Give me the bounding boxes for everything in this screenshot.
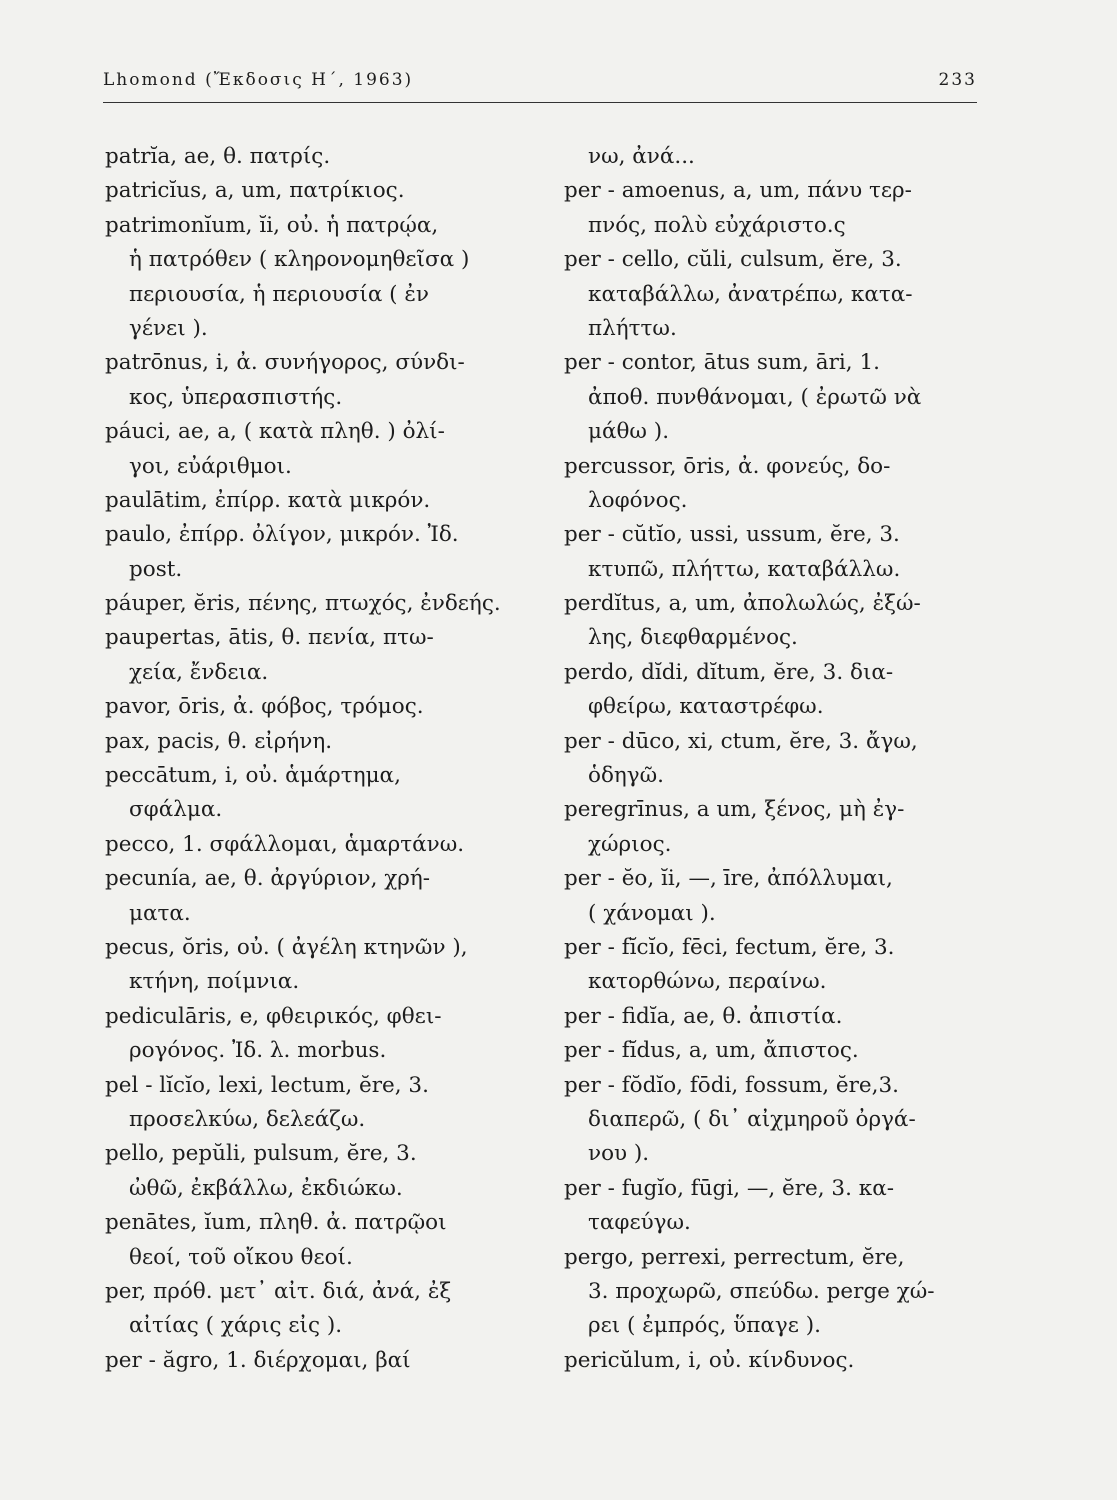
entry-line: peregrīnus, a um, ξένος, μὴ ἐγ-	[564, 797, 905, 823]
entry-line: per - ăgro, 1. διέρχομαι, βαί	[105, 1347, 411, 1373]
entry-line: πνός, πολὺ εὐχάριστο.ς	[588, 212, 846, 238]
left-column	[105, 140, 545, 1378]
entry-line: pecunía, ae, θ. ἀργύριον, χρή-	[105, 866, 431, 892]
right-column	[564, 140, 994, 1378]
running-title: Lhomond (Ἔκδοσις Η΄, 1963)	[103, 70, 414, 90]
entry-line: ταφεύγω.	[588, 1210, 691, 1236]
entry-line: 3. προχωρῶ, σπεύδω. perge χώ-	[588, 1278, 935, 1304]
entry-line: pavor, ōris, ἀ. φόβος, τρόμος.	[105, 694, 424, 720]
entry-line: σφάλμα.	[129, 797, 223, 823]
entry-line: penātes, ĭum, πληθ. ἀ. πατρῷοι	[105, 1210, 447, 1236]
entry-line: perdĭtus, a, um, ἀπολωλώς, ἐξώ-	[564, 591, 921, 617]
entry-line: paulo, ἐπίρρ. ὀλίγον, μικρόν. Ἰδ.	[105, 522, 459, 548]
entry-line: percussor, ōris, ἀ. φονεύς, δο-	[564, 453, 891, 479]
entry-line: peccātum, i, οὐ. ἁμάρτημα,	[105, 763, 401, 789]
entry-line: ἀποθ. πυνθάνομαι, ( ἐρωτῶ νὰ	[588, 384, 922, 410]
entry-line: περιουσία, ἡ περιουσία ( ἐν	[129, 281, 430, 307]
entry-line: νω, ἀνά...	[588, 144, 695, 169]
entry-line: γοι, εὐάριθμοι.	[129, 453, 292, 479]
entry-line: ματα.	[129, 900, 191, 926]
entry-line: perdo, dĭdi, dĭtum, ĕre, 3. δια-	[564, 659, 894, 685]
entry-line: per - fugĭo, fūgi, —, ĕre, 3. κα-	[564, 1175, 894, 1201]
entry-line: páuper, ĕris, πένης, πτωχός, ἐνδεής.	[105, 591, 501, 617]
entry-line: ρογόνος. Ἰδ. λ. morbus.	[129, 1038, 387, 1064]
entry-line: pello, pepŭli, pulsum, ĕre, 3.	[105, 1141, 417, 1167]
entry-line: θεοί, τοῦ οἴκου θεοί.	[129, 1244, 353, 1270]
entry-line: per - fidĭa, ae, θ. ἀπιστία.	[564, 1003, 843, 1029]
entry-line: λοφόνος.	[588, 487, 688, 513]
entry-line: πλήττω.	[588, 315, 677, 341]
entry-line: μάθω ).	[588, 419, 670, 445]
entry-line: patrōnus, i, ἀ. συνήγορος, σύνδι-	[105, 350, 465, 376]
entry-line: λης, διεφθαρμένος.	[588, 625, 798, 651]
entry-line: χεία, ἔνδεια.	[129, 659, 269, 685]
entry-line: ὠθῶ, ἐκβάλλω, ἐκδιώκω.	[129, 1175, 403, 1201]
entry-line: ὁδηγῶ.	[588, 763, 664, 789]
entry-line: χώριος.	[588, 831, 672, 857]
entry-line: per - fĭcĭo, fēci, fectum, ĕre, 3.	[564, 934, 895, 960]
page-number: 233	[938, 70, 977, 90]
entry-line: κατορθώνω, περαίνω.	[588, 969, 827, 995]
entry-line: κος, ὑπερασπιστής.	[129, 384, 343, 410]
entry-line: ρει ( ἐμπρός, ὕπαγε ).	[588, 1313, 821, 1339]
entry-line: per - cŭtĭo, ussi, ussum, ĕre, 3.	[564, 522, 900, 548]
entry-line: per - dūco, xi, ctum, ĕre, 3. ἄγω,	[564, 728, 918, 754]
entry-line: προσελκύω, δελεάζω.	[129, 1106, 366, 1132]
entry-line: páuci, ae, a, ( κατὰ πληθ. ) ὀλί-	[105, 419, 445, 445]
entry-line: patrĭa, ae, θ. πατρίς.	[105, 144, 331, 169]
entry-line: per - fĭdus, a, um, ἄπιστος.	[564, 1038, 859, 1064]
entry-line: per - ĕo, ĭi, —, īre, ἀπόλλυμαι,	[564, 866, 893, 892]
entry-line: γένει ).	[129, 315, 208, 341]
page-header	[103, 62, 977, 103]
entry-line: φθείρω, καταστρέφω.	[588, 694, 824, 720]
entry-line: per - contor, ātus sum, āri, 1.	[564, 350, 880, 376]
entry-line: νου ).	[588, 1141, 650, 1167]
entry-line: pericŭlum, i, οὐ. κίνδυνος.	[564, 1347, 855, 1373]
entry-line: pecus, ŏris, οὐ. ( ἀγέλη κτηνῶν ),	[105, 934, 468, 960]
entry-line: per - fŏdĭo, fōdi, fossum, ĕre,3.	[564, 1072, 900, 1098]
entry-line: pax, pacis, θ. εἰρήνη.	[105, 728, 333, 754]
entry-line: καταβάλλω, ἀνατρέπω, κατα-	[588, 281, 913, 307]
entry-line: κτυπῶ, πλήττω, καταβάλλω.	[588, 556, 901, 582]
entry-line: paupertas, ātis, θ. πενία, πτω-	[105, 625, 434, 651]
entry-line: per - cello, cŭli, culsum, ĕre, 3.	[564, 247, 902, 273]
entry-line: post.	[129, 556, 183, 582]
entry-line: ἡ πατρόθεν ( κληρονομηθεῖσα )	[129, 247, 470, 273]
entry-line: pel - lĭcĭo, lexi, lectum, ĕre, 3.	[105, 1072, 429, 1098]
entry-line: αἰτίας ( χάρις εἰς ).	[129, 1313, 343, 1339]
entry-line: ( χάνομαι ).	[588, 900, 716, 926]
entry-line: patricĭus, a, um, πατρίκιος.	[105, 178, 405, 204]
entry-line: διαπερῶ, ( δι᾽ αἰχμηροῦ ὀργά-	[588, 1106, 916, 1132]
entry-line: patrimonĭum, ĭi, οὐ. ἡ πατρῴα,	[105, 212, 439, 238]
entry-line: per, πρόθ. μετ᾽ αἰτ. διά, ἀνά, ἐξ	[105, 1278, 452, 1304]
entry-line: pediculāris, e, φθειρικός, φθει-	[105, 1003, 442, 1029]
entry-line: per - amoenus, a, um, πάνυ τερ-	[564, 178, 912, 204]
entry-line: pecco, 1. σφάλλομαι, ἁμαρτάνω.	[105, 831, 465, 857]
entry-line: paulātim, ἐπίρρ. κατὰ μικρόν.	[105, 487, 431, 513]
entry-line: pergo, perrexi, perrectum, ĕre,	[564, 1244, 905, 1270]
entry-line: κτήνη, ποίμνια.	[129, 969, 300, 995]
